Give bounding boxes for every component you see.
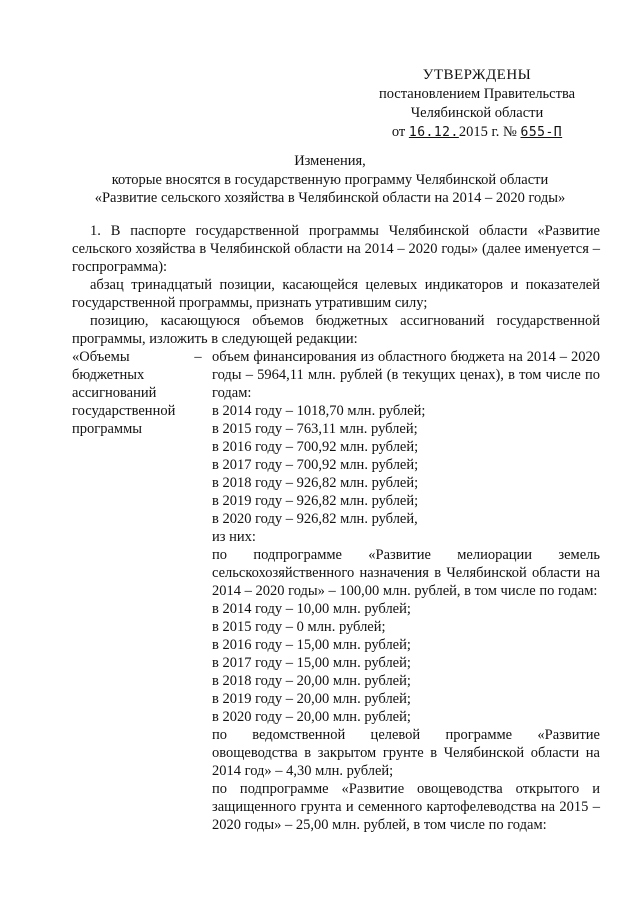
year-line-sub1: в 2017 году – 15,00 млн. рублей;	[212, 655, 411, 671]
approval-date-line	[362, 123, 592, 142]
heading-line-3: «Развитие сельского хозяйства в Челябинской области на 2014 – 2020 годы»	[94, 190, 566, 206]
year-line-total: в 2017 году – 700,92 млн. рублей;	[212, 457, 419, 473]
program-greenhouse: по ведомственной целевой программе «Развитие овощеводства в закрытом грунте в Челябинской области на 2014 год» – 4,30 млн. рублей;	[212, 727, 600, 779]
paragraph-2: абзац тринадцатый позиции, касающейся целевых индикаторов и показателей государственной программы, признать утратившим силу;	[72, 277, 600, 311]
financing-intro: объем финансирования из областного бюджета на 2014 – 2020 годы – 5964,11 млн. рублей (в текущих ценах), в том числе по годам:	[212, 349, 600, 401]
year-line-sub1: в 2020 году – 20,00 млн. рублей;	[212, 709, 411, 725]
budget-table	[72, 348, 600, 834]
year-line-total: в 2015 году – 763,11 млн. рублей;	[212, 421, 418, 437]
handwritten-number: 655-П	[520, 125, 563, 140]
label-line: ассигнований	[72, 385, 157, 401]
handwritten-date: 16.12.	[408, 125, 459, 140]
heading-line-2: которые вносятся в государственную программу Челябинской области	[111, 171, 549, 188]
label-line: «Объемы	[72, 349, 130, 365]
paragraph-3: позицию, касающуюся объемов бюджетных ассигнований государственной программы, изложить в следующей редакции:	[72, 313, 600, 347]
paragraph-1: 1. В паспорте государственной программы Челябинской области «Развитие сельского хозяйства в Челябинской области на 2014 – 2020 годы» (далее именуется – госпрограмма):	[72, 223, 600, 275]
year-line-total: в 2018 году – 926,82 млн. рублей;	[212, 475, 419, 491]
document-heading	[60, 152, 600, 208]
date-suffix: 2015 г. №	[458, 124, 517, 140]
year-line-sub1: в 2014 году – 10,00 млн. рублей;	[212, 601, 411, 617]
year-line-sub1: в 2019 году – 20,00 млн. рублей;	[212, 691, 411, 707]
heading-line-1: Изменения,	[294, 153, 366, 169]
year-line-sub1: в 2015 году – 0 млн. рублей;	[212, 619, 386, 635]
approval-line-2: Челябинской области	[410, 105, 544, 121]
label-line: бюджетных	[72, 367, 145, 383]
approval-line-1: постановлением Правительства	[378, 86, 576, 102]
document-body	[72, 222, 600, 834]
of-which-label: из них:	[212, 529, 256, 545]
subprogram-vegetables: по подпрограмме «Развитие овощеводства открытого и защищенного грунта и семенного картофелеводства на 2015 – 2020 годы» – 25,00 млн. рублей, в том числе по годам:	[212, 781, 600, 833]
label-line: государственной	[72, 403, 176, 419]
label-line: программы	[72, 421, 142, 437]
budget-table-dash: –	[194, 349, 202, 365]
subprogram-melioration: по подпрограмме «Развитие мелиорации земель сельскохозяйственного назначения в Челябинской области на 2014 – 2020 годы» – 100,00 млн. рублей, в том числе по годам:	[212, 547, 600, 599]
year-line-total: в 2019 году – 926,82 млн. рублей;	[212, 493, 419, 509]
date-prefix: от	[391, 124, 406, 140]
budget-table-label	[72, 348, 184, 834]
approval-title: УТВЕРЖДЕНЫ	[422, 67, 532, 83]
year-line-sub1: в 2018 году – 20,00 млн. рублей;	[212, 673, 411, 689]
year-line-total: в 2020 году – 926,82 млн. рублей,	[212, 511, 418, 527]
year-line-total: в 2016 году – 700,92 млн. рублей;	[212, 439, 419, 455]
year-line-total: в 2014 году – 1018,70 млн. рублей;	[212, 403, 426, 419]
approval-block	[362, 66, 592, 142]
year-line-sub1: в 2016 году – 15,00 млн. рублей;	[212, 637, 411, 653]
budget-table-content	[212, 348, 600, 834]
